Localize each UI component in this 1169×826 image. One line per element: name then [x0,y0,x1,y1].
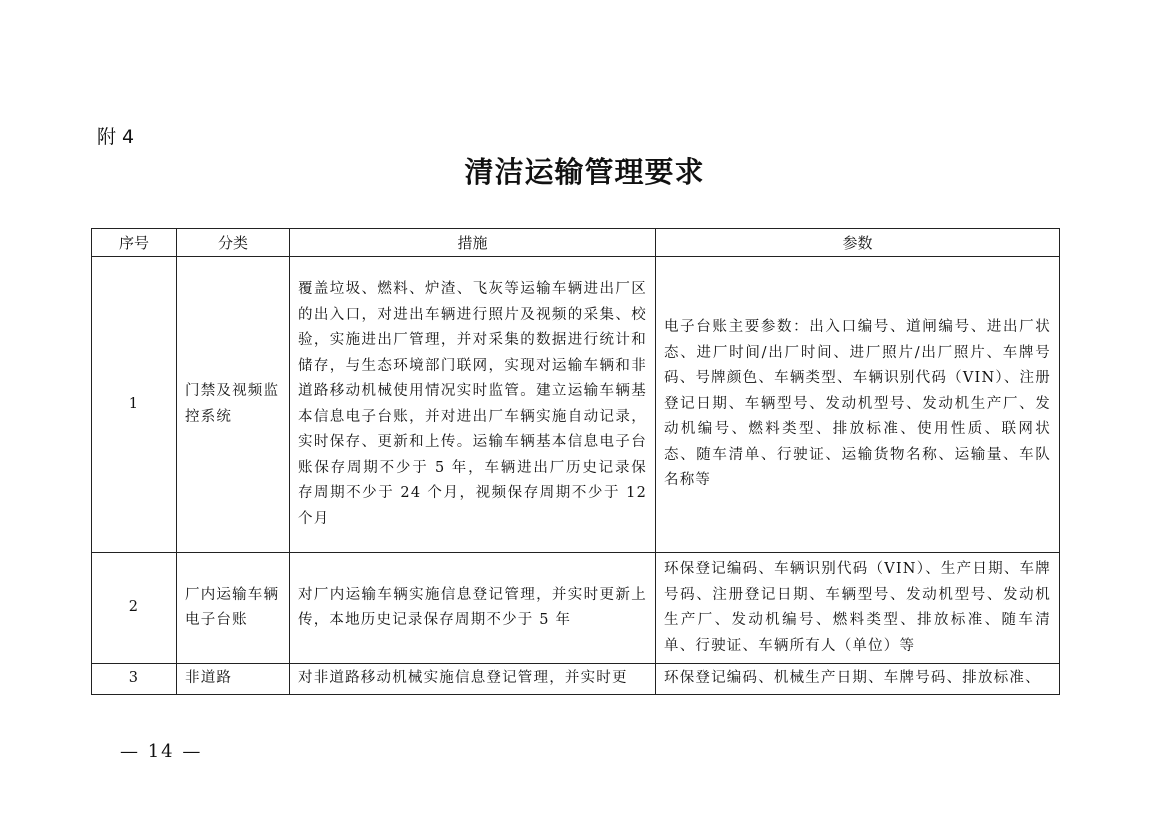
requirements-table [91,228,1060,695]
cell-measures: 覆盖垃圾、燃料、炉渣、飞灰等运输车辆进出厂区的出入口，对进出车辆进行照片及视频的采集、校验，实施进出厂管理，并对采集的数据进行统计和储存，与生态环境部门联网，实现对运输车辆和非道路移动机械使用情况实时监管。建立运输车辆基本信息电子台账，并对进出厂车辆实施自动记录，实时保存、更新和上传。运输车辆基本信息电子台账保存周期不少于 5 年，车辆进出厂历史记录保存周期不少于 24 个月，视频保存周期不少于 12 个月 [290,257,656,553]
cell-category: 非道路 [177,664,290,695]
table-row [92,257,1060,553]
header-parameters: 参数 [656,229,1060,257]
header-no: 序号 [92,229,177,257]
cell-category: 厂内运输车辆电子台账 [177,553,290,664]
page-number: — 14 — [120,741,203,762]
cell-no: 3 [92,664,177,695]
attachment-label: 附 4 [97,126,135,148]
cell-no: 1 [92,257,177,553]
header-measures: 措施 [290,229,656,257]
table-row [92,553,1060,664]
cell-category: 门禁及视频监控系统 [177,257,290,553]
cell-parameters: 电子台账主要参数：出入口编号、道闸编号、进出厂状态、进厂时间/出厂时间、进厂照片/出厂照片、车牌号码、号牌颜色、车辆类型、车辆识别代码（VIN）、注册登记日期、车辆型号、发动机型号、发动机生产厂、发动机编号、燃料类型、排放标准、使用性质、联网状态、随车清单、行驶证、运输货物名称、运输量、车队名称等 [656,257,1060,553]
cell-measures: 对非道路移动机械实施信息登记管理，并实时更 [290,664,656,695]
cell-parameters: 环保登记编码、机械生产日期、车牌号码、排放标准、 [656,664,1060,695]
cell-no: 2 [92,553,177,664]
cell-parameters: 环保登记编码、车辆识别代码（VIN）、生产日期、车牌号码、注册登记日期、车辆型号、发动机型号、发动机生产厂、发动机编号、燃料类型、排放标准、随车清单、行驶证、车辆所有人（单位）等 [656,553,1060,664]
document-title: 清洁运输管理要求 [464,155,705,189]
cell-measures: 对厂内运输车辆实施信息登记管理，并实时更新上传，本地历史记录保存周期不少于 5 年 [290,553,656,664]
table-header-row [92,229,1060,257]
table-row [92,664,1060,695]
header-category: 分类 [177,229,290,257]
